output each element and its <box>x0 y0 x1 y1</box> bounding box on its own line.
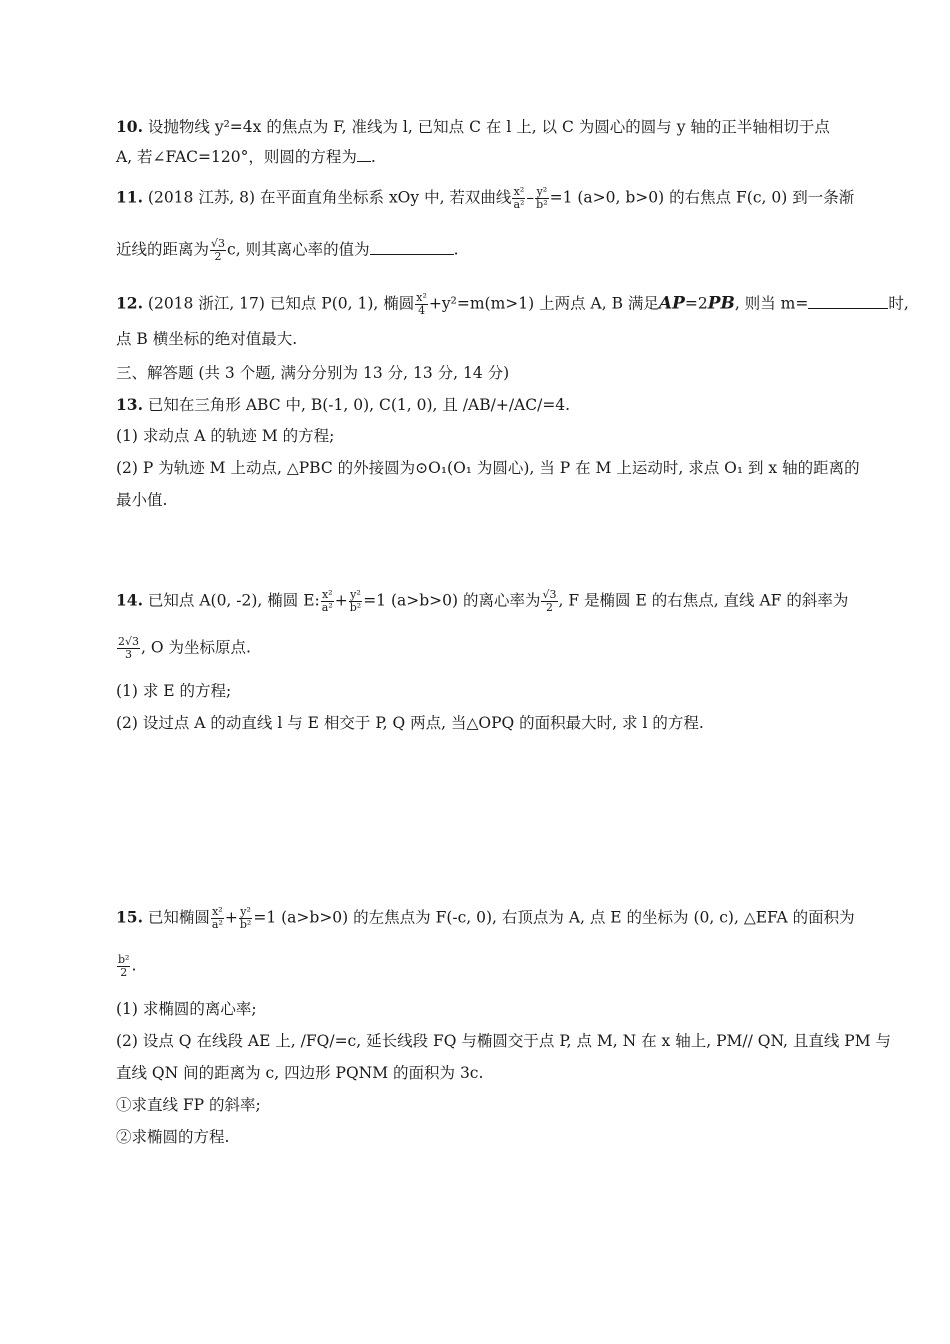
q15-frac-y2-b2: $\frac{\text{y²}}{\text{b²}}$ <box>239 905 252 931</box>
q15-frac-x2-a2: $\frac{\text{x²}}{\text{a²}}$ <box>211 905 223 931</box>
q13-sub1 <box>116 425 334 447</box>
q11-text-part2: =1 (a>0, b>0) 的右焦点 F(c, 0) 到一条渐 <box>549 188 855 207</box>
q15-sub4-text: ②求椭圆的方程. <box>116 1128 230 1146</box>
q12-text-part4: 时, <box>888 294 909 313</box>
q10-answer-blank[interactable] <box>357 147 371 162</box>
q13-line1 <box>116 394 570 416</box>
q14-sub1-text: (1) 求 E 的方程; <box>116 682 232 700</box>
q12-number: 12. <box>116 293 143 313</box>
q15-text-part2: =1 (a>b>0) 的左焦点为 F(-c, 0), 右顶点为 A, 点 E 的坐标为 (0, c), △EFA 的面积为 <box>253 908 855 927</box>
q12-line1: 12. (2018 浙江, 17) 已知点 P(0, 1), 椭圆 $\frac{\text{x²}}{4}$ +y²=m(m>1) 上两点 A, B 满足AP=2PB, 则当 m= 时, <box>116 291 909 317</box>
q11-text-part3: 近线的距离为 <box>116 240 210 259</box>
q12-text-part3: , 则当 m= <box>734 294 809 313</box>
section-3-heading <box>116 362 509 384</box>
q12-text-line2: 点 B 横坐标的绝对值最大. <box>116 330 298 348</box>
q15-text-part1: 已知椭圆 <box>147 908 210 927</box>
q15-sub1-text: (1) 求椭圆的离心率; <box>116 1000 257 1018</box>
q11-frac-y2-b2: $\frac{\text{y²}}{\text{b²}}$ <box>536 185 548 211</box>
q12-text-part2: +y²=m(m>1) 上两点 A, B 满足 <box>428 294 659 313</box>
q14-frac-x2-a2: $\frac{\text{x²}}{\text{a²}}$ <box>321 588 333 614</box>
q12-line2 <box>116 328 297 350</box>
q15-frac-b2-2: $\frac{\text{b²}}{2}$ <box>118 953 130 979</box>
q15-sub2-cont <box>116 1062 483 1084</box>
q14-text-part1: 已知点 A(0, -2), 椭圆 E: <box>147 591 320 610</box>
q13-sub1-text: (1) 求动点 A 的轨迹 M 的方程; <box>116 427 335 445</box>
q13-text-line1: 已知在三角形 ABC 中, B(-1, 0), C(1, 0), 且 /AB/+/AC/=4. <box>147 396 571 414</box>
q13-sub2 <box>116 457 860 479</box>
q10-text-line1: 设抛物线 y²=4x 的焦点为 F, 准线为 l, 已知点 C 在 l 上, 以 C 为圆心的圆与 y 轴的正半轴相切于点 <box>147 118 830 136</box>
q15-line1: 15. 已知椭圆 $\frac{\text{x²}}{\text{a²}}$ + $\frac{\text{y²}}{\text{b²}}$ =1 (a>b>0) 的左焦点为 F(-c, 0), 右顶点为 A, 点 E 的坐标为 (0, c), △EFA 的面积为 <box>116 905 855 931</box>
q10-line1 <box>116 116 830 138</box>
q14-line1: 14. 已知点 A(0, -2), 椭圆 E: $\frac{\text{x²}}{\text{a²}}$ + $\frac{\text{y²}}{\text{b²}}$ =1 (a>b>0) 的离心率为 $\frac{√3}{2}$ , F 是椭圆 E 的右焦点, 直线 AF 的斜率为 <box>116 588 849 614</box>
q15-sub2-text-cont: 直线 QN 间的距离为 c, 四边形 PQNM 的面积为 3c. <box>116 1064 484 1082</box>
q11-text-part4: c, 则其离心率的值为 <box>227 240 370 259</box>
q13-number: 13. <box>116 395 143 414</box>
q11-frac-x2-a2: $\frac{\text{x²}}{\text{a²}}$ <box>513 185 525 211</box>
q14-frac-sqrt3-2: $\frac{√3}{2}$ <box>542 588 557 614</box>
q15-sub1 <box>116 998 257 1020</box>
q15-line2: $\frac{\text{b²}}{2}$ . <box>118 953 137 979</box>
q14-frac-2sqrt3-3: $\frac{2√3}{3}$ <box>118 635 140 661</box>
q14-text-part2: =1 (a>b>0) 的离心率为 <box>363 591 541 610</box>
section-3-title: 三、解答题 (共 3 个题, 满分分别为 13 分, 13 分, 14 分) <box>116 364 510 382</box>
q14-sub2 <box>116 712 704 734</box>
q14-line2 <box>116 636 251 661</box>
q14-text-part4: , O 为坐标原点. <box>141 638 251 657</box>
q15-sub2 <box>116 1030 891 1052</box>
q15-sub2-text: (2) 设点 Q 在线段 AE 上, /FQ/=c, 延长线段 FQ 与椭圆交于点 P, 点 M, N 在 x 轴上, PM// QN, 且直线 PM 与 <box>116 1032 892 1050</box>
q15-sub3-text: ①求直线 FP 的斜率; <box>116 1096 261 1114</box>
q13-sub2-text: (2) P 为轨迹 M 上动点, △PBC 的外接圆为⊙O₁(O₁ 为圆心), 当 P 在 M 上运动时, 求点 O₁ 到 x 轴的距离的 <box>116 459 860 477</box>
q13-sub2-cont <box>116 489 167 511</box>
q12-answer-blank[interactable] <box>808 294 888 309</box>
q15-sub3 <box>116 1094 261 1116</box>
q12-vector-ap: AP <box>658 293 685 314</box>
q14-sub2-text: (2) 设过点 A 的动直线 l 与 E 相交于 P, Q 两点, 当△OPQ 的面积最大时, 求 l 的方程. <box>116 714 704 732</box>
q10-number: 10. <box>116 117 143 136</box>
q11-text-part1: (2018 江苏, 8) 在平面直角坐标系 xOy 中, 若双曲线 <box>147 188 512 207</box>
q14-text-part3: , F 是椭圆 E 的右焦点, 直线 AF 的斜率为 <box>558 591 849 610</box>
q11-number: 11. <box>116 187 143 207</box>
q13-sub2-text-cont: 最小值. <box>116 491 168 509</box>
q11-line1: 11. (2018 江苏, 8) 在平面直角坐标系 xOy 中, 若双曲线 $\frac{\text{x²}}{\text{a²}}$ – $\frac{\text{y²}}{\text{b²}}$ =1 (a>0, b>0) 的右焦点 F(c, 0) 到一条渐 <box>116 185 855 211</box>
q12-text-part1: (2018 浙江, 17) 已知点 P(0, 1), 椭圆 <box>147 294 415 313</box>
q14-frac-y2-b2: $\frac{\text{y²}}{\text{b²}}$ <box>349 588 362 614</box>
q12-frac-x2-4: $\frac{\text{x²}}{4}$ <box>416 291 427 317</box>
q14-number: 14. <box>116 590 143 610</box>
q12-vector-pb: PB <box>707 293 735 314</box>
q11-line2: 近线的距离为 $\frac{√3}{2}$ c, 则其离心率的值为 . <box>116 237 459 263</box>
q10-line2: A, 若∠FAC=120°，则圆的方程为 . <box>116 148 376 166</box>
q15-number: 15. <box>116 907 143 927</box>
q10-text-line2: A, 若∠FAC=120°，则圆的方程为 <box>116 148 357 166</box>
q15-sub4 <box>116 1126 229 1148</box>
q11-frac-sqrt3-2: $\frac{√3}{2}$ <box>211 237 226 263</box>
q11-answer-blank[interactable] <box>370 240 454 255</box>
q14-sub1 <box>116 680 231 702</box>
